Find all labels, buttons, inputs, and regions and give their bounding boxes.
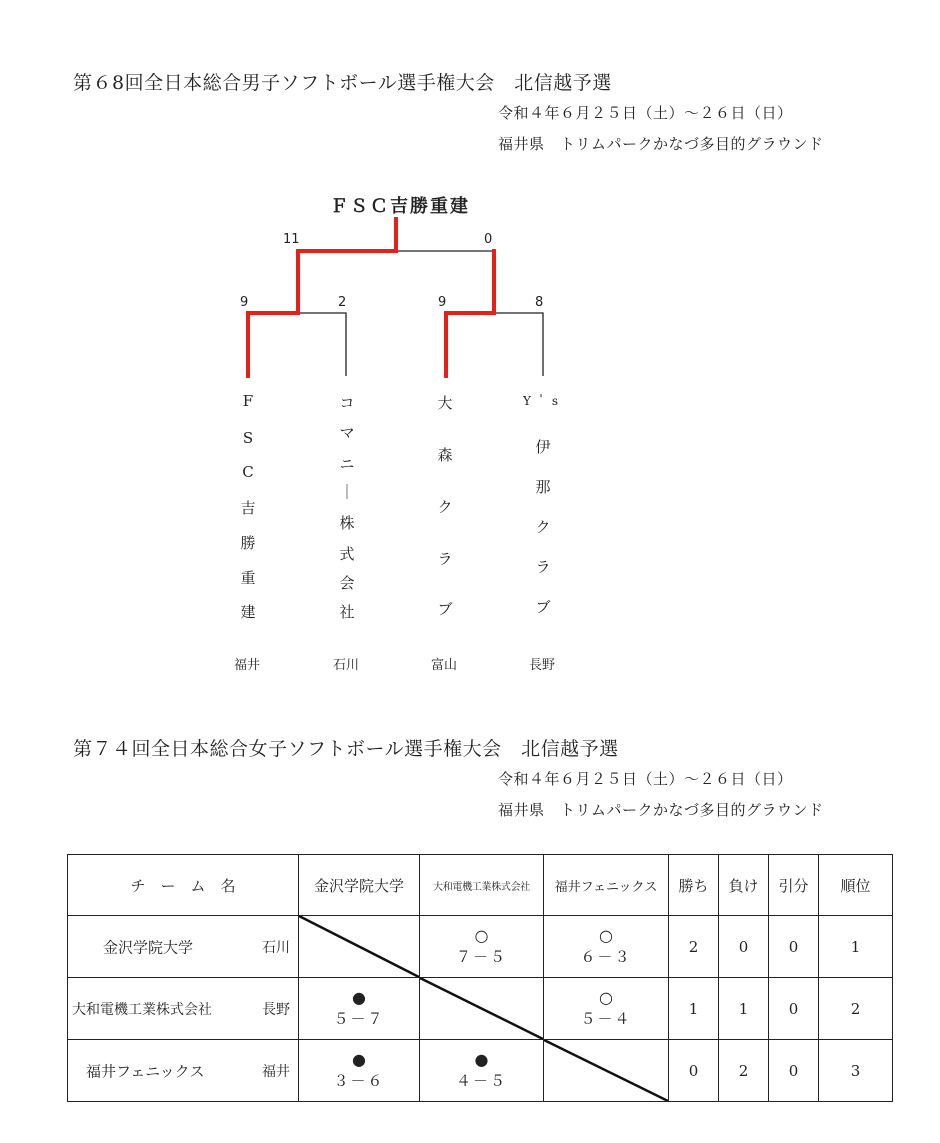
team-char: C	[242, 463, 254, 481]
team-pref: 福井	[262, 1063, 290, 1080]
team-cell	[68, 916, 299, 978]
bracket-win-semi2-up	[446, 251, 494, 376]
bracket-win-final-top	[298, 219, 396, 313]
team-char: S	[242, 429, 254, 447]
team-char: 重	[240, 569, 256, 587]
team-char: s	[551, 394, 559, 408]
losses-cell: 2	[719, 1040, 769, 1102]
team-name: 金沢学院大学	[103, 938, 194, 956]
team-char: 社	[339, 603, 355, 621]
team-char: ク	[437, 498, 453, 516]
team-char: 式	[339, 545, 355, 563]
team-char: ラ	[535, 558, 551, 576]
result-score: ３－６	[333, 1071, 385, 1090]
header-rank: 順位	[819, 855, 893, 916]
header-wins: 勝ち	[669, 855, 719, 916]
team-char: 那	[535, 478, 551, 496]
result-score: ４－５	[455, 1071, 507, 1090]
team-char: 会	[339, 574, 355, 592]
header-yamato: 大和電機工業株式会社	[420, 855, 544, 916]
team-pref: 長野	[262, 1001, 290, 1018]
losses-cell: 0	[719, 916, 769, 978]
result-score: ５－４	[580, 1009, 632, 1028]
header-draws: 引分	[769, 855, 819, 916]
result-cell	[420, 916, 544, 978]
team-char: コ	[339, 394, 355, 412]
diagonal-line	[420, 978, 543, 1039]
team-pref-4: 長野	[529, 658, 556, 673]
bracket-win-semi1	[248, 313, 298, 376]
bracket-line-semi1-right	[297, 313, 346, 376]
team-char: マ	[339, 424, 355, 442]
losses-cell: 1	[719, 978, 769, 1040]
team-char: ニ	[339, 455, 355, 473]
team-komany	[332, 392, 362, 632]
win-mark: ○	[474, 925, 489, 945]
team-ys-ina	[523, 392, 564, 632]
wins-cell: 2	[669, 916, 719, 978]
team-pref-3: 富山	[431, 658, 458, 673]
team-pref-1: 福井	[234, 658, 261, 673]
team-name: 大和電機工業株式会社	[72, 1001, 212, 1018]
team-char: 建	[240, 603, 256, 621]
diagonal-line	[544, 1040, 668, 1101]
diagonal-cell	[299, 916, 420, 978]
women-venue: 福井県 トリムパークかなづ多目的グラウンド	[498, 801, 824, 819]
women-title: 第７４回全日本総合女子ソフトボール選手権大会 北信越予選	[73, 738, 619, 760]
team-char: Y	[523, 394, 531, 408]
team-cell	[68, 1040, 299, 1102]
team-char: 株	[339, 514, 355, 532]
tournament-bracket	[0, 0, 940, 420]
team-char: F	[242, 392, 254, 410]
rank-cell: 2	[819, 978, 893, 1040]
champion-name: ＦＳＣ吉勝重建	[330, 196, 470, 217]
loss-mark: ●	[474, 1049, 489, 1069]
team-char: 勝	[240, 534, 256, 552]
header-kanazawa: 金沢学院大学	[299, 855, 420, 916]
result-cell	[299, 1040, 420, 1102]
men-title: 第６8回全日本総合男子ソフトボール選手権大会 北信越予選	[73, 72, 612, 94]
team-char: ク	[535, 518, 551, 536]
table-row	[68, 978, 893, 1040]
header-team-name: チ ー ム 名	[68, 855, 299, 916]
score-semi2-right: 8	[535, 295, 544, 310]
loss-mark: ●	[352, 987, 366, 1007]
score-final-left: 11	[283, 232, 300, 247]
score-semi1-right: 2	[338, 295, 347, 310]
team-char: '	[539, 392, 543, 406]
wins-cell: 1	[669, 978, 719, 1040]
team-fsc	[233, 392, 263, 632]
loss-mark: ●	[352, 1049, 366, 1069]
diagonal-line	[299, 916, 419, 977]
result-score: ６－３	[580, 947, 632, 966]
team-char: ブ	[437, 600, 453, 618]
win-mark: ○	[599, 987, 613, 1007]
men-venue: 福井県 トリムパークかなづ多目的グラウンド	[498, 135, 824, 153]
result-cell	[299, 978, 420, 1040]
score-final-right: 0	[484, 232, 493, 247]
team-omori	[430, 392, 460, 632]
table-row	[68, 1040, 893, 1102]
bracket-line-semi2-right	[494, 313, 543, 376]
diagonal-cell	[544, 1040, 669, 1102]
table-header-row	[68, 855, 893, 916]
result-cell	[420, 1040, 544, 1102]
team-name: 福井フェニックス	[86, 1062, 205, 1080]
score-semi1-left: 9	[240, 295, 249, 310]
team-char: 伊	[535, 438, 551, 456]
league-table	[67, 854, 893, 1102]
header-fukui: 福井フェニックス	[544, 855, 669, 916]
team-char: 大	[437, 394, 453, 412]
women-date: 令和４年６月２５日（土）～２６日（日）	[498, 770, 793, 788]
draws-cell: 0	[769, 978, 819, 1040]
team-cell	[68, 978, 299, 1040]
team-pref: 石川	[262, 939, 290, 956]
wins-cell: 0	[669, 1040, 719, 1102]
team-char: 吉	[240, 499, 256, 517]
team-pref-2: 石川	[333, 658, 360, 673]
win-mark: ○	[599, 925, 613, 945]
result-cell	[544, 916, 669, 978]
draws-cell: 0	[769, 1040, 819, 1102]
rank-cell: 1	[819, 916, 893, 978]
result-score: ５－７	[333, 1009, 385, 1028]
draws-cell: 0	[769, 916, 819, 978]
result-score: ７－５	[455, 947, 507, 966]
score-semi2-left: 9	[438, 295, 447, 310]
diagonal-cell	[420, 978, 544, 1040]
result-cell	[544, 978, 669, 1040]
rank-cell: 3	[819, 1040, 893, 1102]
header-losses: 負け	[719, 855, 769, 916]
men-date: 令和４年６月２５日（土）～２６日（日）	[498, 104, 793, 122]
team-char: ラ	[437, 550, 453, 568]
table-row	[68, 916, 893, 978]
team-char: ブ	[535, 598, 551, 616]
team-char: 森	[437, 446, 453, 464]
team-char: ｜	[339, 483, 355, 501]
